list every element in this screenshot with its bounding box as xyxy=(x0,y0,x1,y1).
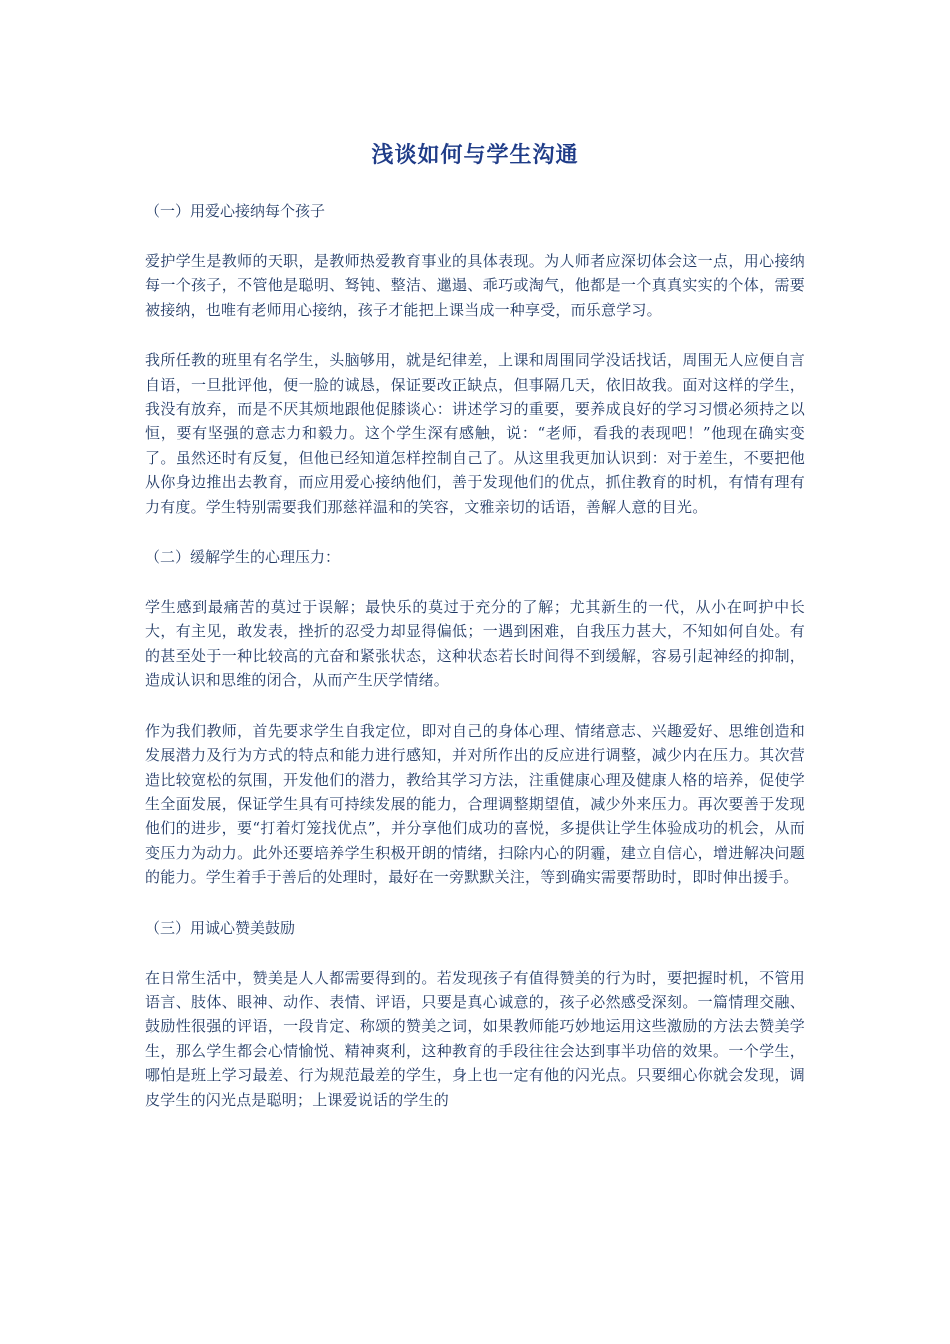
section-heading: （三）用诚心赞美鼓励 xyxy=(145,918,296,937)
section-heading: （二）缓解学生的心理压力： xyxy=(145,548,341,567)
paragraph: 我所任教的班里有名学生，头脑够用，就是纪律差，上课和周围同学没话找话，周围无人应便自言自语，一旦批评他，便一脸的诚恳，保证要改正缺点，但事隔几天，依旧故我。面对这样的学生，我没有放弃，而是不厌其烦地跟他促膝谈心：讲述学习的重要，要养成良好的学习习惯必须持之以恒，要有坚强的意志力和毅力。这个学生深有感触，说：“老师，看我的表现吧！”他现在确实变了。虽然还时有反复，但他已经知道怎样控制自己了。从这里我更加认识到：对于差生，不要把他从你身边推出去教育，而应用爱心接纳他们，善于发现他们的优点，抓住教育的时机，有情有理有力有度。学生特别需要我们那慈祥温和的笑容，文雅亲切的话语，善解人意的目光。 xyxy=(145,351,805,516)
document-body xyxy=(145,199,805,1138)
paragraph: 作为我们教师，首先要求学生自我定位，即对自己的身体心理、情绪意志、兴趣爱好、思维创造和发展潜力及行为方式的特点和能力进行感知，并对所作出的反应进行调整，减少内在压力。其次营造比较宽松的氛围，开发他们的潜力，教给其学习方法，注重健康心理及健康人格的培养，促使学生全面发展，保证学生具有可持续发展的能力，合理调整期望值，减少外来压力。再次要善于发现他们的进步，要“打着灯笼找优点”，并分享他们成功的喜悦，多提供让学生体验成功的机会，从而变压力为动力。此外还要培养学生积极开朗的情绪，扫除内心的阴霾，建立自信心，增进解决问题的能力。学生着手于善后的处理时，最好在一旁默默关注，等到确实需要帮助时，即时伸出援手。 xyxy=(145,721,805,887)
paragraph: 在日常生活中，赞美是人人都需要得到的。若发现孩子有值得赞美的行为时，要把握时机，不管用语言、肢体、眼神、动作、表情、评语，只要是真心诚意的，孩子必然感受深刻。一篇情理交融、鼓励性很强的评语，一段肯定、称颂的赞美之词，如果教师能巧妙地运用这些激励的方法去赞美学生，那么学生都会心情愉悦、精神爽利，这种教育的手段往往会达到事半功倍的效果。一个学生，哪怕是班上学习最差、行为规范最差的学生，身上也一定有他的闪光点。只要细心你就会发现，调皮学生的闪光点是聪明；上课爱说话的学生的 xyxy=(145,968,805,1109)
paragraph: 爱护学生是教师的天职，是教师热爱教育事业的具体表现。为人师者应深切体会这一点，用心接纳每一个孩子，不管他是聪明、驽钝、整洁、邋遢、乖巧或淘气，他都是一个真真实实的个体，需要被接纳，也唯有老师用心接纳，孩子才能把上课当成一种享受，而乐意学习。 xyxy=(145,252,805,319)
document-title: 浅谈如何与学生沟通 xyxy=(371,142,579,168)
section-heading: （一）用爱心接纳每个孩子 xyxy=(145,202,326,220)
paragraph: 学生感到最痛苦的莫过于误解；最快乐的莫过于充分的了解；尤其新生的一代，从小在呵护中长大，有主见，敢发表，挫折的忍受力却显得偏低；一遇到困难，自我压力甚大，不知如何自处。有的甚至处于一种比较高的亢奋和紧张状态，这种状态若长时间得不到缓解，容易引起神经的抑制，造成认识和思维的闭合，从而产生厌学情绪。 xyxy=(145,598,805,690)
